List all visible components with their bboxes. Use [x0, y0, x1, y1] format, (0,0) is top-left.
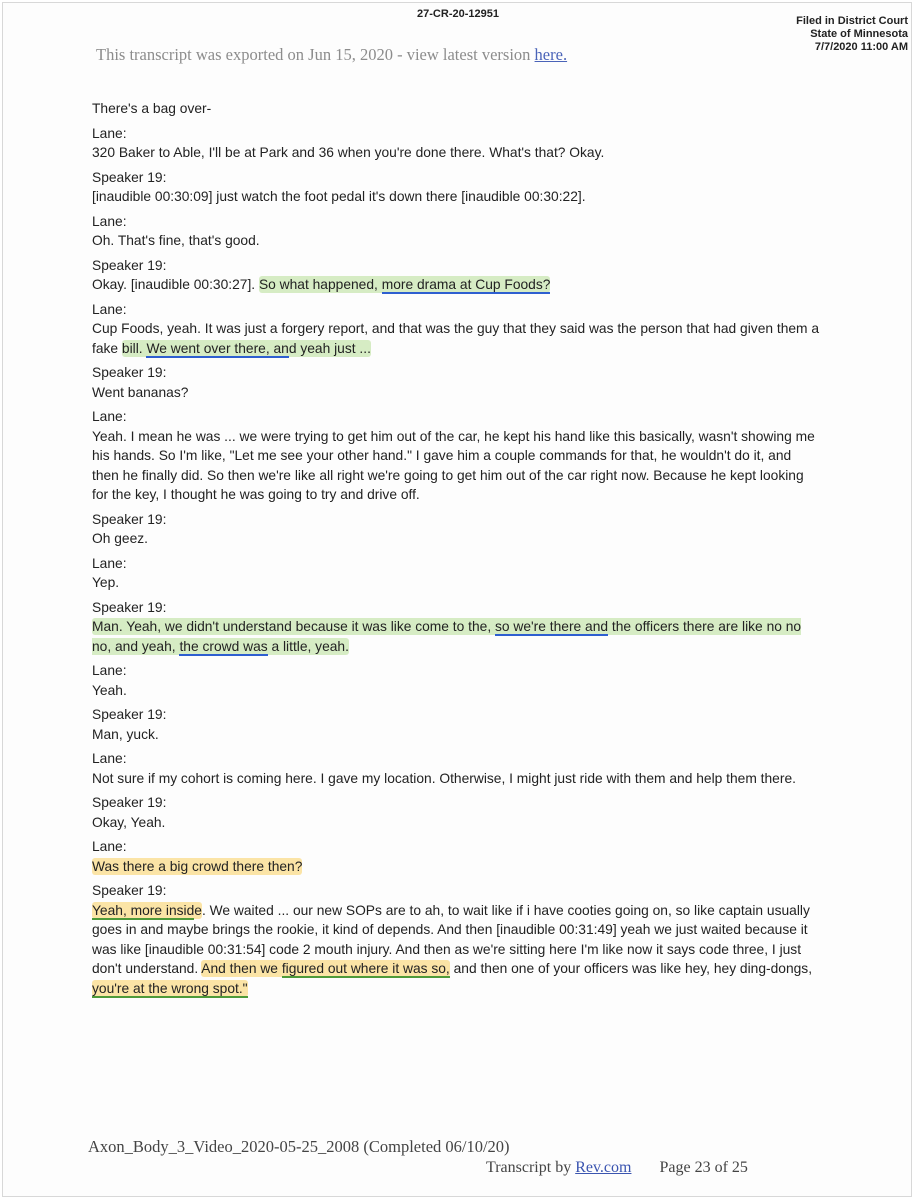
utterance-text [92, 275, 820, 295]
utterance-text: There's a bag over- [92, 101, 212, 116]
highlighted-segment: And then we [201, 961, 282, 976]
utterance-segment: Okay. [inaudible 00:30:27]. [92, 277, 259, 292]
transcript-entry [92, 749, 820, 788]
transcript-entry [92, 300, 820, 359]
speaker-label: Lane: [92, 213, 127, 229]
highlighted-segment: e [194, 902, 202, 918]
speaker-label: Lane: [92, 555, 127, 571]
utterance-segment: . We waited ... our new SOPs are to ah, to wait like if i have cooties going on, so like captain usually goes in and maybe brings the rookie, it kind of depends. And then [inaudible 00:31:49] yeah we just waited because it was like [inaudible 00:31:54] code 2 mouth injury. And then as we're sitting here I'm like now it says code three, I just don't understand. [92, 902, 810, 976]
transcript-entry [92, 99, 820, 119]
utterance-text: Oh. That's fine, that's good. [92, 233, 260, 248]
green-highlight [122, 340, 371, 357]
transcript-body [92, 99, 820, 1003]
yellow-highlight: Was there a big crowd there then? [92, 858, 303, 874]
utterance-text: Oh geez. [92, 531, 148, 546]
filed-line-datetime: 7/7/2020 11:00 AM [814, 41, 908, 53]
speaker-label: Lane: [92, 751, 127, 766]
transcript-entry [92, 705, 820, 744]
utterance-text [92, 319, 820, 358]
transcript-entry [92, 598, 820, 657]
utterance-text: Not sure if my cohort is coming here. I gave my location. Otherwise, I might just ride with them and help them there. [92, 770, 796, 786]
utterance-text: 320 Baker to Able, I'll be at Park and 36 when you're done there. What's that? Okay. [92, 145, 605, 160]
utterance-text [92, 617, 820, 656]
speaker-label: Lane: [92, 125, 127, 141]
transcript-entry [92, 661, 820, 700]
transcript-entry [92, 554, 820, 593]
rev-link[interactable]: Rev.com [575, 1159, 632, 1176]
transcript-entry [92, 256, 820, 295]
filed-line-court: Filed in District Court [796, 15, 908, 27]
utterance-text: Okay, Yeah. [92, 814, 166, 830]
highlighted-segment: a little, yeah. [267, 638, 349, 654]
green-underlined-segment: Yeah, more insid [92, 902, 195, 918]
green-underlined-segment: you're at the wrong spot." [92, 980, 248, 996]
speaker-label: Lane: [92, 409, 127, 424]
speaker-label: Speaker 19: [92, 365, 167, 380]
utterance-segment: Cup Foods, yeah. It was just a forgery report, and that was the guy that they said was the person that had given them a fake [92, 321, 820, 356]
green-underlined-segment: figured out where it was so, [281, 961, 450, 976]
utterance-text: Yeah. [92, 682, 127, 698]
yellow-highlight [92, 980, 248, 997]
speaker-label: Speaker 19: [92, 599, 167, 615]
transcript-entry [92, 212, 820, 251]
filed-stamp [796, 15, 908, 54]
highlighted-segment: d yeah just ... [288, 340, 371, 356]
speaker-label: Speaker 19: [92, 707, 167, 722]
page-number: Page 23 of 25 [659, 1159, 748, 1176]
transcript-entry [92, 407, 820, 505]
footer-file-name: Axon_Body_3_Video_2020-05-25_2008 (Completed 06/10/20) [88, 1137, 510, 1156]
transcript-entry [92, 363, 820, 402]
export-notice [96, 45, 567, 65]
yellow-highlight [92, 902, 202, 919]
speaker-label: Lane: [92, 301, 127, 317]
speaker-label: Speaker 19: [92, 511, 167, 527]
transcript-by-label: Transcript by [486, 1159, 576, 1176]
speaker-label: Speaker 19: [92, 795, 167, 810]
utterance-text: Yeah. I mean he was ... we were trying to get him out of the car, he kept his hand like this basically, wasn't showing me his hands. So I'm like, "Let me see your other hand." I gave him a couple commands for that, he wouldn't do it, and then he finally did. So then we're like all right we're going to get him out of the car right now. Because he kept looking for the key, I thought he was going to try and drive off. [92, 428, 815, 502]
transcript-entry [92, 837, 820, 876]
highlighted-segment: bill. [121, 340, 147, 356]
utterance-text [92, 901, 820, 999]
utterance-text: Yep. [92, 575, 120, 590]
speaker-label: Lane: [92, 663, 127, 678]
utterance-segment: and then one of your officers was like hey, hey ding-dongs, [449, 961, 813, 976]
utterance-text: Man, yuck. [92, 726, 159, 742]
yellow-highlight [201, 960, 450, 977]
blue-underlined-segment: the crowd was [179, 638, 268, 654]
filed-line-state: State of Minnesota [810, 28, 908, 40]
latest-version-link[interactable]: here. [534, 45, 568, 64]
utterance-text [92, 857, 820, 877]
footer-credit [486, 1159, 748, 1177]
speaker-label: Speaker 19: [92, 257, 167, 273]
blue-underlined-segment: so we're there and [495, 619, 609, 634]
speaker-label: Speaker 19: [92, 169, 167, 185]
blue-underlined-segment: more drama at Cup Foods? [381, 277, 551, 292]
transcript-entry [92, 881, 820, 998]
utterance-text: [inaudible 00:30:09] just watch the foot pedal it's down there [inaudible 00:30:22]. [92, 189, 586, 204]
green-highlight [92, 618, 801, 655]
highlighted-segment: Man. Yeah, we didn't understand because it was like come to the, [92, 619, 495, 634]
blue-underlined-segment: We went over there, an [146, 340, 289, 356]
highlighted-segment: the officers there are like no no no, and yeah, [92, 619, 802, 654]
transcript-entry [92, 124, 820, 163]
speaker-label: Lane: [92, 839, 127, 854]
transcript-entry [92, 793, 820, 832]
green-highlight [259, 276, 550, 293]
transcript-entry [92, 510, 820, 549]
transcript-entry [92, 168, 820, 207]
case-number: 27-CR-20-12951 [417, 8, 499, 20]
utterance-text: Went bananas? [92, 384, 189, 400]
highlighted-segment: So what happened, [258, 277, 382, 292]
export-notice-text: This transcript was exported on Jun 15, 2020 - view latest version [96, 45, 535, 64]
speaker-label: Speaker 19: [92, 883, 167, 898]
